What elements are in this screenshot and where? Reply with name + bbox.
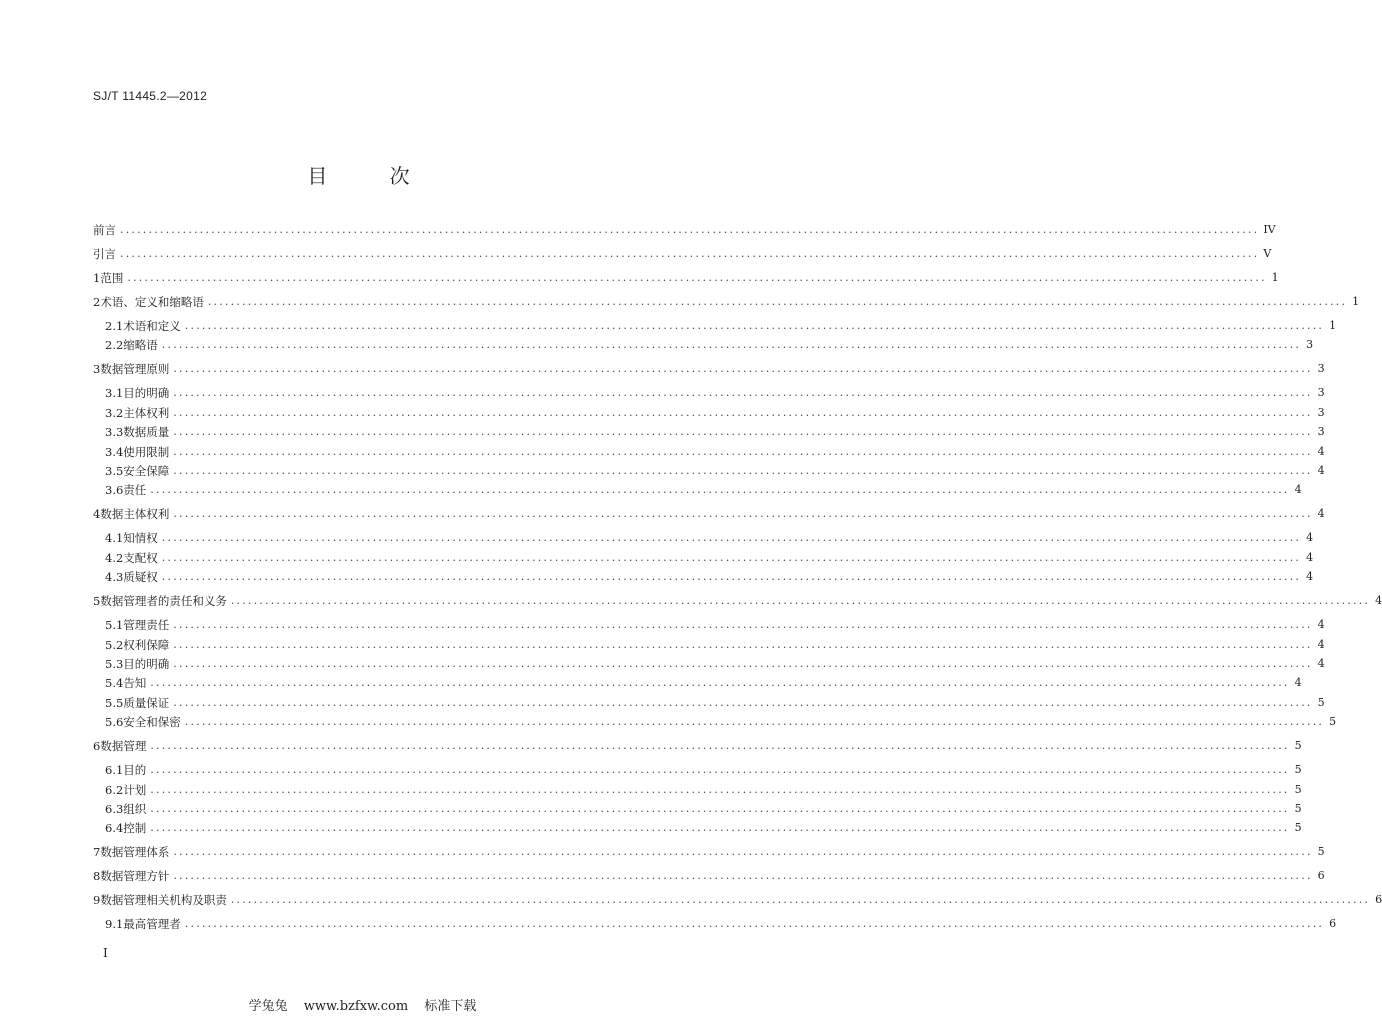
toc-entry-number: 6.3: [105, 802, 124, 816]
toc-entry-label: 支配权: [123, 550, 158, 565]
toc-leader-dots: ........................................................................................................................................................................................................: [173, 386, 1313, 400]
toc-leader-dots: ........................................................................................................................................................................................................: [150, 782, 1290, 796]
toc-entry[interactable]: [93, 423, 1325, 440]
toc-leader-dots: ........................................................................................................................................................................................................: [150, 483, 1290, 497]
page-title: 目 次: [307, 164, 438, 188]
toc-entry-page: 1: [1352, 295, 1360, 308]
toc-entry[interactable]: [93, 404, 1325, 420]
toc-entry[interactable]: [93, 655, 1325, 671]
toc-leader-dots: ........................................................................................................................................................................................................: [173, 425, 1313, 439]
toc-leader-dots: ........................................................................................................................................................................................................: [120, 247, 1260, 260]
toc-entry-label: 目的明确: [123, 386, 170, 401]
toc-entry-number: 2.2: [105, 338, 124, 353]
toc-entry[interactable]: [93, 481, 1302, 498]
toc-entry-label: 数据管理方针: [100, 869, 170, 884]
toc-entry-label: 数据管理相关机构及职责: [100, 893, 227, 908]
toc-entry-page: 4: [1294, 676, 1302, 690]
toc-entry-page: 4: [1375, 594, 1382, 608]
toc-entry-number: 5.2: [105, 637, 124, 652]
toc-entry-page: 5: [1294, 802, 1302, 815]
toc-entry-label: 缩略语: [123, 338, 158, 353]
toc-entry-page: 4: [1306, 570, 1314, 584]
toc-leader-dots: ........................................................................................................................................................................................................: [150, 763, 1290, 777]
document-number: SJ/T 11445.2—2012: [93, 89, 208, 103]
toc-entry-label: 术语、定义和缩略语: [100, 295, 204, 309]
toc-entry[interactable]: [93, 221, 1276, 237]
toc-entry-number: 8: [93, 869, 101, 884]
toc-entry-number: 6.1: [105, 763, 124, 778]
toc-entry[interactable]: [93, 269, 1279, 285]
toc-entry-page: 1: [1271, 271, 1279, 284]
toc-entry-number: 5.3: [105, 657, 124, 671]
toc-entry-label: 范围: [100, 271, 124, 285]
toc-entry[interactable]: [93, 384, 1325, 401]
toc-leader-dots: ........................................................................................................................................................................................................: [173, 695, 1313, 709]
toc-entry-label: 数据主体权利: [100, 507, 170, 522]
toc-entry[interactable]: [93, 616, 1325, 633]
toc-entry-page: 3: [1317, 425, 1325, 439]
toc-leader-dots: ........................................................................................................................................................................................................: [161, 550, 1302, 564]
toc-entry[interactable]: [93, 568, 1314, 585]
toc-entry-page: 6: [1375, 893, 1382, 907]
toc-entry-label: 数据管理者的责任和义务: [100, 594, 227, 609]
toc-entry[interactable]: [93, 336, 1314, 353]
toc-entry[interactable]: [93, 462, 1325, 478]
toc-leader-dots: ........................................................................................................................................................................................................: [173, 444, 1313, 458]
toc-leader-dots: ........................................................................................................................................................................................................: [120, 223, 1260, 236]
toc-entry-page: V: [1263, 247, 1272, 260]
toc-entry-label: 责任: [123, 483, 147, 498]
toc-leader-dots: ........................................................................................................................................................................................................: [150, 802, 1290, 815]
toc-entry-number: 3: [93, 362, 101, 377]
toc-entry-page: 6: [1317, 869, 1325, 883]
toc-entry[interactable]: [93, 505, 1325, 522]
toc-entry-number: 5: [93, 594, 101, 609]
toc-entry-page: 6: [1329, 917, 1337, 931]
toc-entry-page: 1: [1329, 319, 1337, 332]
toc-entry-label: 目的明确: [123, 657, 170, 671]
toc-entry-label: 最高管理者: [123, 917, 181, 932]
toc-entry-number: 7: [93, 845, 101, 860]
toc-entry-page: 5: [1317, 695, 1325, 709]
toc-entry-label: 数据质量: [123, 425, 170, 440]
toc-leader-dots: ........................................................................................................................................................................................................: [173, 362, 1313, 376]
toc-entry[interactable]: [93, 891, 1382, 908]
toc-entry-page: 3: [1317, 405, 1325, 419]
toc-entry-label: 计划: [123, 782, 147, 797]
toc-entry-label: 目的: [123, 763, 147, 778]
toc-leader-dots: ........................................................................................................................................................................................................: [173, 507, 1313, 521]
toc-leader-dots: ........................................................................................................................................................................................................: [173, 657, 1313, 670]
toc-entry-page: 3: [1317, 386, 1325, 400]
toc-leader-dots: ........................................................................................................................................................................................................: [173, 637, 1313, 651]
toc-entry-label: 数据管理原则: [100, 362, 170, 377]
toc-entry-number: 2: [93, 295, 101, 309]
toc-entry-page: 4: [1317, 618, 1325, 632]
toc-entry-label: 管理责任: [123, 618, 170, 633]
toc-entry-page: 5: [1294, 763, 1302, 777]
toc-leader-dots: ........................................................................................................................................................................................................: [173, 405, 1313, 419]
toc-entry-label: 前言: [93, 223, 116, 237]
toc-entry-number: 6.2: [105, 782, 124, 797]
footer-site-name: 学兔兔: [248, 999, 288, 1014]
toc-entry-number: 3.5: [105, 464, 124, 478]
toc-leader-dots: ........................................................................................................................................................................................................: [230, 893, 1371, 907]
toc-leader-dots: ........................................................................................................................................................................................................: [173, 845, 1313, 859]
toc-entry-page: 4: [1317, 464, 1325, 477]
toc-entry-number: 5.1: [105, 618, 124, 633]
toc-leader-dots: ........................................................................................................................................................................................................: [150, 676, 1290, 690]
toc-entry-number: 3.4: [105, 444, 124, 459]
toc-entry-label: 知情权: [123, 531, 158, 546]
toc-entry[interactable]: [93, 317, 1337, 333]
toc-entry[interactable]: [93, 867, 1325, 884]
toc-entry[interactable]: [93, 819, 1302, 836]
toc-entry-label: 安全保障: [123, 464, 170, 478]
toc-entry-number: 3.6: [105, 483, 124, 498]
toc-leader-dots: ........................................................................................................................................................................................................: [161, 338, 1302, 352]
toc-entry-label: 安全和保密: [123, 715, 181, 730]
toc-entry[interactable]: [93, 761, 1302, 778]
toc-entry[interactable]: [93, 549, 1314, 565]
toc-entry[interactable]: [93, 843, 1325, 860]
toc-entry-label: 权利保障: [123, 637, 170, 652]
footer-site-tag: 标准下载: [424, 999, 477, 1014]
toc-entry-page: 4: [1306, 550, 1314, 564]
toc-entry-page: 3: [1306, 338, 1314, 352]
toc-entry-number: 9: [93, 893, 101, 908]
toc-entry-page: 4: [1294, 483, 1302, 497]
toc-entry-page: 5: [1329, 715, 1337, 729]
toc-entry-page: 4: [1317, 637, 1325, 651]
toc-entry-label: 控制: [123, 821, 147, 836]
toc-entry-number: 3.2: [105, 405, 124, 420]
toc-entry-number: 6: [93, 739, 101, 754]
footer-site-url[interactable]: www.bzfxw.com: [303, 999, 409, 1014]
toc-entry-number: 5.6: [105, 715, 124, 730]
toc-leader-dots: ........................................................................................................................................................................................................: [150, 821, 1290, 835]
toc-entry[interactable]: [93, 293, 1360, 309]
toc-entry[interactable]: [93, 245, 1272, 261]
toc-leader-dots: ........................................................................................................................................................................................................: [173, 869, 1313, 883]
toc-entry-number: 5.4: [105, 676, 124, 691]
toc-entry-number: 4.1: [105, 531, 124, 546]
toc-entry[interactable]: [93, 360, 1325, 377]
toc-entry-label: 数据管理: [100, 739, 147, 754]
toc-entry-page: 4: [1306, 531, 1314, 545]
toc-leader-dots: ........................................................................................................................................................................................................: [161, 570, 1302, 584]
toc-leader-dots: ........................................................................................................................................................................................................: [184, 715, 1325, 729]
toc-leader-dots: ........................................................................................................................................................................................................: [173, 464, 1313, 477]
toc-entry-label: 质量保证: [123, 695, 170, 710]
toc-entry-label: 引言: [93, 247, 116, 261]
toc-entry-page: 5: [1294, 821, 1302, 835]
toc-entry[interactable]: [93, 529, 1314, 546]
toc-entry-page: 5: [1317, 845, 1325, 859]
toc-leader-dots: ........................................................................................................................................................................................................: [127, 271, 1267, 284]
toc-leader-dots: ........................................................................................................................................................................................................: [161, 531, 1302, 545]
footer-watermark: [0, 995, 725, 1014]
toc-leader-dots: ........................................................................................................................................................................................................: [207, 295, 1348, 308]
toc-entry[interactable]: [93, 636, 1325, 652]
toc-entry[interactable]: [93, 443, 1325, 459]
toc-leader-dots: ........................................................................................................................................................................................................: [184, 917, 1325, 931]
toc-entry-number: 9.1: [105, 917, 124, 932]
toc-entry-number: 6.4: [105, 821, 124, 836]
toc-entry-number: 4: [93, 507, 101, 522]
toc-entry-label: 使用限制: [123, 444, 170, 459]
toc-leader-dots: ........................................................................................................................................................................................................: [230, 594, 1371, 608]
toc-entry-number: 1: [93, 271, 101, 285]
toc-entry[interactable]: [93, 694, 1325, 710]
toc-entry[interactable]: [93, 592, 1382, 609]
toc-entry-page: 4: [1317, 657, 1325, 670]
toc-entry-page: 4: [1317, 444, 1325, 458]
toc-entry-number: 3.3: [105, 425, 124, 440]
toc-entry-label: 数据管理体系: [100, 845, 170, 860]
page-folio: I: [103, 946, 108, 960]
toc-leader-dots: ........................................................................................................................................................................................................: [184, 319, 1325, 332]
toc-entry-number: 4.2: [105, 550, 124, 565]
toc-entry-label: 告知: [123, 676, 147, 691]
toc-entry-page: 4: [1317, 507, 1325, 521]
toc-entry[interactable]: [93, 674, 1302, 691]
toc-entry[interactable]: [93, 713, 1337, 730]
toc-entry-page: 5: [1294, 739, 1302, 753]
toc-entry-number: 2.1: [105, 319, 124, 333]
toc-entry-label: 术语和定义: [123, 319, 181, 333]
toc-entry-page: IV: [1263, 223, 1276, 236]
toc-leader-dots: ........................................................................................................................................................................................................: [173, 618, 1313, 632]
toc-entry-page: 3: [1317, 362, 1325, 376]
toc-entry-page: 5: [1294, 782, 1302, 796]
toc-leader-dots: ........................................................................................................................................................................................................: [150, 739, 1290, 753]
toc-entry[interactable]: [93, 915, 1337, 932]
toc-entry-number: 4.3: [105, 570, 124, 585]
toc-entry-label: 组织: [123, 802, 147, 816]
toc-entry-label: 质疑权: [123, 570, 158, 585]
toc-entry-number: 5.5: [105, 695, 124, 710]
toc-entry-label: 主体权利: [123, 405, 170, 420]
toc-entry[interactable]: [93, 737, 1302, 754]
toc-entry[interactable]: [93, 800, 1302, 816]
toc-entry[interactable]: [93, 781, 1302, 797]
toc-entry-number: 3.1: [105, 386, 124, 401]
